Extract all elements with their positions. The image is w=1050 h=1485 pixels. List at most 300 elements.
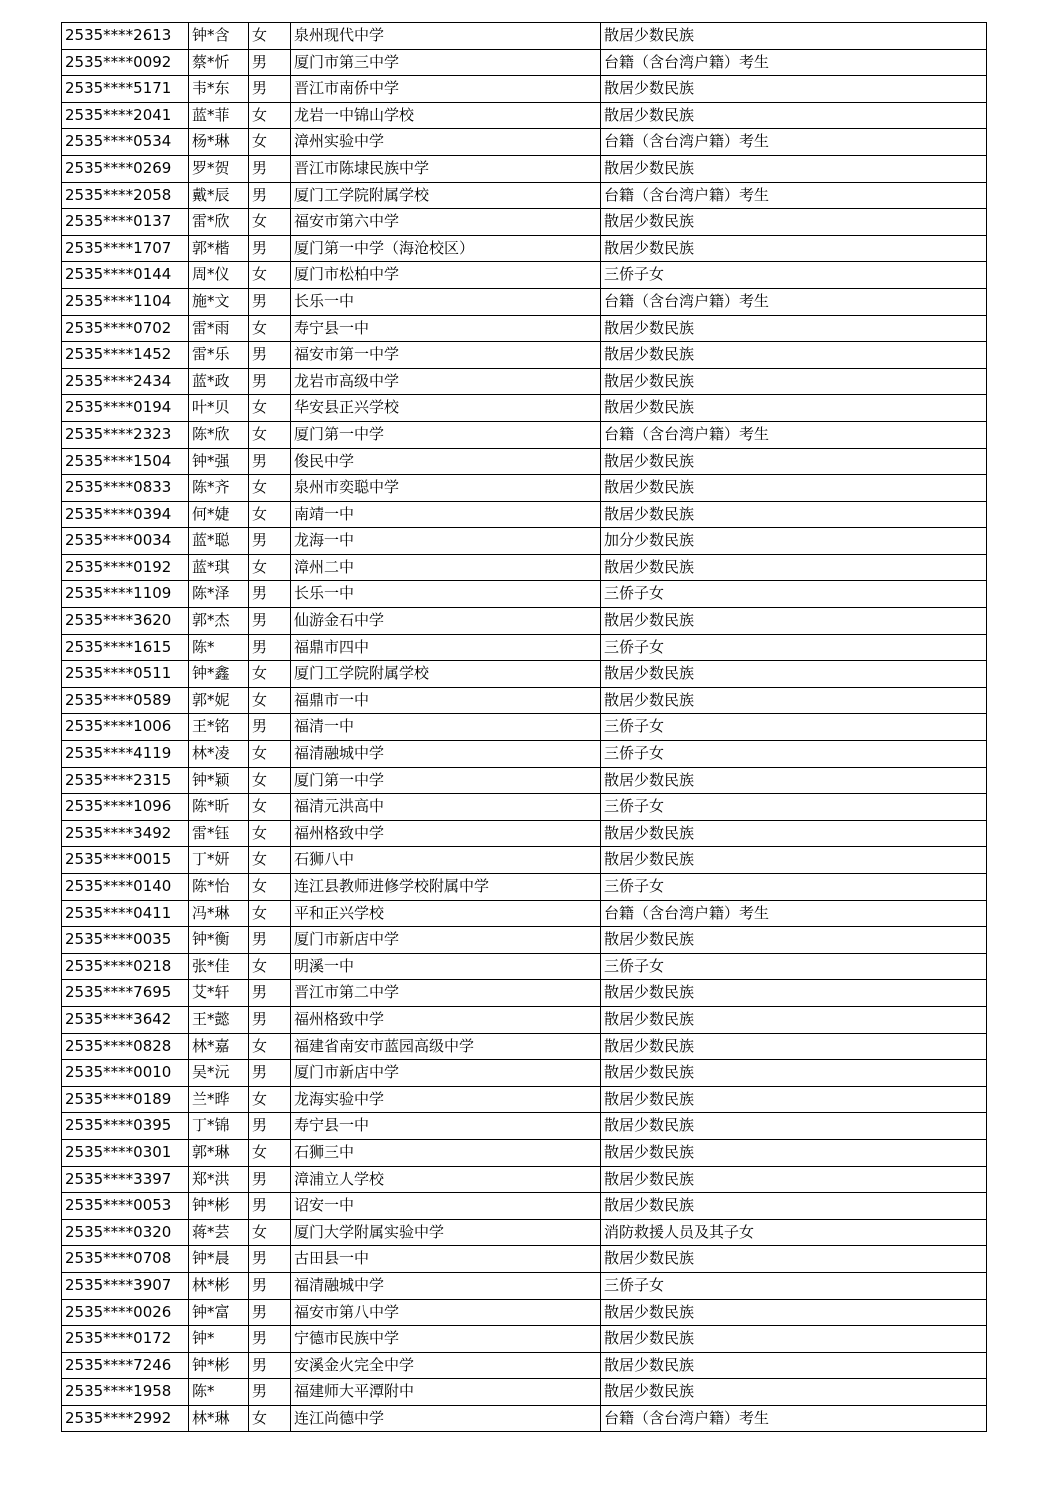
table-row bbox=[62, 155, 987, 182]
candidate-id-cell: 2535****3397 bbox=[62, 1166, 189, 1193]
gender-cell: 女 bbox=[249, 820, 291, 847]
name-cell: 钟*强 bbox=[189, 448, 249, 475]
school-cell: 石狮八中 bbox=[291, 847, 601, 874]
name-cell: 张*佳 bbox=[189, 953, 249, 980]
school-cell: 福建省南安市蓝园高级中学 bbox=[291, 1033, 601, 1060]
candidate-id-cell: 2535****0053 bbox=[62, 1193, 189, 1220]
name-cell: 林*彬 bbox=[189, 1272, 249, 1299]
school-cell: 厦门市新店中学 bbox=[291, 927, 601, 954]
category-cell: 散居少数民族 bbox=[601, 687, 987, 714]
gender-cell: 男 bbox=[249, 1060, 291, 1087]
gender-cell: 女 bbox=[249, 1033, 291, 1060]
table-row bbox=[62, 102, 987, 129]
category-cell: 散居少数民族 bbox=[601, 608, 987, 635]
candidate-id-cell: 2535****1096 bbox=[62, 794, 189, 821]
candidate-id-cell: 2535****2315 bbox=[62, 767, 189, 794]
table-row bbox=[62, 1086, 987, 1113]
candidate-id-cell: 2535****0137 bbox=[62, 209, 189, 236]
school-cell: 福安市第一中学 bbox=[291, 342, 601, 369]
candidate-id-cell: 2535****0708 bbox=[62, 1246, 189, 1273]
candidate-id-cell: 2535****0026 bbox=[62, 1299, 189, 1326]
candidate-id-cell: 2535****0320 bbox=[62, 1219, 189, 1246]
candidate-id-cell: 2535****0034 bbox=[62, 528, 189, 555]
category-cell: 散居少数民族 bbox=[601, 209, 987, 236]
name-cell: 郭*琳 bbox=[189, 1139, 249, 1166]
category-cell: 散居少数民族 bbox=[601, 235, 987, 262]
table-row bbox=[62, 980, 987, 1007]
gender-cell: 女 bbox=[249, 794, 291, 821]
candidate-id-cell: 2535****7695 bbox=[62, 980, 189, 1007]
candidate-id-cell: 2535****2041 bbox=[62, 102, 189, 129]
category-cell: 台籍（含台湾户籍）考生 bbox=[601, 900, 987, 927]
gender-cell: 女 bbox=[249, 847, 291, 874]
candidate-id-cell: 2535****0589 bbox=[62, 687, 189, 714]
school-cell: 诏安一中 bbox=[291, 1193, 601, 1220]
table-row bbox=[62, 927, 987, 954]
table-row bbox=[62, 209, 987, 236]
school-cell: 宁德市民族中学 bbox=[291, 1326, 601, 1353]
school-cell: 安溪金火完全中学 bbox=[291, 1352, 601, 1379]
candidate-id-cell: 2535****0015 bbox=[62, 847, 189, 874]
category-cell: 三侨子女 bbox=[601, 1272, 987, 1299]
category-cell: 散居少数民族 bbox=[601, 76, 987, 103]
candidate-id-cell: 2535****0702 bbox=[62, 315, 189, 342]
name-cell: 林*凌 bbox=[189, 741, 249, 768]
candidate-id-cell: 2535****0534 bbox=[62, 129, 189, 156]
gender-cell: 男 bbox=[249, 1246, 291, 1273]
name-cell: 陈* bbox=[189, 634, 249, 661]
table-row bbox=[62, 741, 987, 768]
category-cell: 三侨子女 bbox=[601, 581, 987, 608]
school-cell: 连江县教师进修学校附属中学 bbox=[291, 874, 601, 901]
category-cell: 三侨子女 bbox=[601, 714, 987, 741]
name-cell: 蔡*忻 bbox=[189, 49, 249, 76]
name-cell: 陈* bbox=[189, 1379, 249, 1406]
school-cell: 福州格致中学 bbox=[291, 820, 601, 847]
gender-cell: 男 bbox=[249, 980, 291, 1007]
category-cell: 散居少数民族 bbox=[601, 980, 987, 1007]
gender-cell: 男 bbox=[249, 1379, 291, 1406]
name-cell: 林*琳 bbox=[189, 1405, 249, 1432]
school-cell: 厦门市第三中学 bbox=[291, 49, 601, 76]
category-cell: 散居少数民族 bbox=[601, 1193, 987, 1220]
school-cell: 福清融城中学 bbox=[291, 1272, 601, 1299]
gender-cell: 男 bbox=[249, 1299, 291, 1326]
candidate-id-cell: 2535****0010 bbox=[62, 1060, 189, 1087]
school-cell: 福安市第八中学 bbox=[291, 1299, 601, 1326]
candidate-id-cell: 2535****5171 bbox=[62, 76, 189, 103]
category-cell: 散居少数民族 bbox=[601, 1299, 987, 1326]
school-cell: 福鼎市四中 bbox=[291, 634, 601, 661]
school-cell: 龙海一中 bbox=[291, 528, 601, 555]
category-cell: 散居少数民族 bbox=[601, 767, 987, 794]
name-cell: 钟*含 bbox=[189, 23, 249, 50]
table-row bbox=[62, 714, 987, 741]
table-row bbox=[62, 475, 987, 502]
candidate-id-cell: 2535****4119 bbox=[62, 741, 189, 768]
category-cell: 三侨子女 bbox=[601, 874, 987, 901]
gender-cell: 男 bbox=[249, 1113, 291, 1140]
gender-cell: 男 bbox=[249, 1272, 291, 1299]
gender-cell: 女 bbox=[249, 315, 291, 342]
name-cell: 王*懿 bbox=[189, 1006, 249, 1033]
table-row bbox=[62, 368, 987, 395]
category-cell: 散居少数民族 bbox=[601, 475, 987, 502]
candidate-id-cell: 2535****3642 bbox=[62, 1006, 189, 1033]
candidate-id-cell: 2535****1452 bbox=[62, 342, 189, 369]
gender-cell: 女 bbox=[249, 953, 291, 980]
name-cell: 施*文 bbox=[189, 288, 249, 315]
gender-cell: 女 bbox=[249, 554, 291, 581]
candidate-id-cell: 2535****1104 bbox=[62, 288, 189, 315]
gender-cell: 女 bbox=[249, 23, 291, 50]
table-row bbox=[62, 874, 987, 901]
table-row bbox=[62, 501, 987, 528]
name-cell: 戴*辰 bbox=[189, 182, 249, 209]
gender-cell: 女 bbox=[249, 1139, 291, 1166]
candidate-id-cell: 2535****0192 bbox=[62, 554, 189, 581]
candidate-id-cell: 2535****2613 bbox=[62, 23, 189, 50]
candidate-id-cell: 2535****3620 bbox=[62, 608, 189, 635]
category-cell: 散居少数民族 bbox=[601, 1113, 987, 1140]
school-cell: 石狮三中 bbox=[291, 1139, 601, 1166]
gender-cell: 男 bbox=[249, 1193, 291, 1220]
category-cell: 台籍（含台湾户籍）考生 bbox=[601, 421, 987, 448]
category-cell: 散居少数民族 bbox=[601, 1139, 987, 1166]
category-cell: 散居少数民族 bbox=[601, 927, 987, 954]
name-cell: 雷*欣 bbox=[189, 209, 249, 236]
name-cell: 钟*富 bbox=[189, 1299, 249, 1326]
category-cell: 三侨子女 bbox=[601, 634, 987, 661]
school-cell: 连江尚德中学 bbox=[291, 1405, 601, 1432]
school-cell: 厦门市新店中学 bbox=[291, 1060, 601, 1087]
name-cell: 雷*雨 bbox=[189, 315, 249, 342]
category-cell: 散居少数民族 bbox=[601, 847, 987, 874]
table-row bbox=[62, 49, 987, 76]
gender-cell: 女 bbox=[249, 874, 291, 901]
name-cell: 艾*轩 bbox=[189, 980, 249, 1007]
school-cell: 龙岩一中锦山学校 bbox=[291, 102, 601, 129]
name-cell: 杨*琳 bbox=[189, 129, 249, 156]
table-row bbox=[62, 1326, 987, 1353]
category-cell: 散居少数民族 bbox=[601, 155, 987, 182]
school-cell: 晋江市第二中学 bbox=[291, 980, 601, 1007]
gender-cell: 女 bbox=[249, 102, 291, 129]
category-cell: 散居少数民族 bbox=[601, 820, 987, 847]
school-cell: 厦门工学院附属学校 bbox=[291, 661, 601, 688]
name-cell: 蓝*琪 bbox=[189, 554, 249, 581]
category-cell: 散居少数民族 bbox=[601, 1006, 987, 1033]
gender-cell: 女 bbox=[249, 421, 291, 448]
gender-cell: 男 bbox=[249, 581, 291, 608]
category-cell: 散居少数民族 bbox=[601, 1060, 987, 1087]
school-cell: 仙游金石中学 bbox=[291, 608, 601, 635]
category-cell: 台籍（含台湾户籍）考生 bbox=[601, 288, 987, 315]
school-cell: 福建师大平潭附中 bbox=[291, 1379, 601, 1406]
school-cell: 福安市第六中学 bbox=[291, 209, 601, 236]
school-cell: 龙岩市高级中学 bbox=[291, 368, 601, 395]
gender-cell: 男 bbox=[249, 1326, 291, 1353]
gender-cell: 男 bbox=[249, 1166, 291, 1193]
gender-cell: 男 bbox=[249, 448, 291, 475]
school-cell: 寿宁县一中 bbox=[291, 1113, 601, 1140]
category-cell: 散居少数民族 bbox=[601, 23, 987, 50]
gender-cell: 女 bbox=[249, 1405, 291, 1432]
school-cell: 南靖一中 bbox=[291, 501, 601, 528]
category-cell: 消防救援人员及其子女 bbox=[601, 1219, 987, 1246]
candidate-id-cell: 2535****2992 bbox=[62, 1405, 189, 1432]
gender-cell: 女 bbox=[249, 661, 291, 688]
name-cell: 蒋*芸 bbox=[189, 1219, 249, 1246]
name-cell: 郭*楷 bbox=[189, 235, 249, 262]
name-cell: 蓝*聪 bbox=[189, 528, 249, 555]
candidate-id-cell: 2535****1958 bbox=[62, 1379, 189, 1406]
school-cell: 福清融城中学 bbox=[291, 741, 601, 768]
category-cell: 散居少数民族 bbox=[601, 342, 987, 369]
table-row bbox=[62, 395, 987, 422]
school-cell: 古田县一中 bbox=[291, 1246, 601, 1273]
candidate-id-cell: 2535****0140 bbox=[62, 874, 189, 901]
name-cell: 周*仪 bbox=[189, 262, 249, 289]
candidate-id-cell: 2535****1109 bbox=[62, 581, 189, 608]
gender-cell: 女 bbox=[249, 687, 291, 714]
name-cell: 陈*欣 bbox=[189, 421, 249, 448]
candidate-id-cell: 2535****0194 bbox=[62, 395, 189, 422]
gender-cell: 男 bbox=[249, 1006, 291, 1033]
table-row bbox=[62, 953, 987, 980]
table-row bbox=[62, 1166, 987, 1193]
category-cell: 散居少数民族 bbox=[601, 395, 987, 422]
school-cell: 龙海实验中学 bbox=[291, 1086, 601, 1113]
school-cell: 华安县正兴学校 bbox=[291, 395, 601, 422]
table-row bbox=[62, 687, 987, 714]
category-cell: 散居少数民族 bbox=[601, 1326, 987, 1353]
table-row bbox=[62, 528, 987, 555]
name-cell: 钟*彬 bbox=[189, 1352, 249, 1379]
gender-cell: 女 bbox=[249, 767, 291, 794]
table-row bbox=[62, 1060, 987, 1087]
candidate-id-cell: 2535****0189 bbox=[62, 1086, 189, 1113]
school-cell: 长乐一中 bbox=[291, 581, 601, 608]
candidate-id-cell: 2535****0218 bbox=[62, 953, 189, 980]
gender-cell: 女 bbox=[249, 1219, 291, 1246]
name-cell: 丁*妍 bbox=[189, 847, 249, 874]
gender-cell: 男 bbox=[249, 634, 291, 661]
gender-cell: 男 bbox=[249, 714, 291, 741]
gender-cell: 男 bbox=[249, 927, 291, 954]
gender-cell: 男 bbox=[249, 528, 291, 555]
school-cell: 泉州现代中学 bbox=[291, 23, 601, 50]
candidate-id-cell: 2535****1615 bbox=[62, 634, 189, 661]
category-cell: 散居少数民族 bbox=[601, 368, 987, 395]
name-cell: 罗*贺 bbox=[189, 155, 249, 182]
candidate-id-cell: 2535****0828 bbox=[62, 1033, 189, 1060]
candidate-id-cell: 2535****7246 bbox=[62, 1352, 189, 1379]
table-row bbox=[62, 182, 987, 209]
candidate-id-cell: 2535****0394 bbox=[62, 501, 189, 528]
candidate-id-cell: 2535****0511 bbox=[62, 661, 189, 688]
gender-cell: 男 bbox=[249, 368, 291, 395]
candidate-id-cell: 2535****0172 bbox=[62, 1326, 189, 1353]
candidate-id-cell: 2535****0144 bbox=[62, 262, 189, 289]
candidate-id-cell: 2535****0833 bbox=[62, 475, 189, 502]
name-cell: 兰*晔 bbox=[189, 1086, 249, 1113]
name-cell: 韦*东 bbox=[189, 76, 249, 103]
candidate-id-cell: 2535****0269 bbox=[62, 155, 189, 182]
school-cell: 厦门市松柏中学 bbox=[291, 262, 601, 289]
name-cell: 钟*衡 bbox=[189, 927, 249, 954]
name-cell: 叶*贝 bbox=[189, 395, 249, 422]
school-cell: 晋江市陈埭民族中学 bbox=[291, 155, 601, 182]
table-row bbox=[62, 1193, 987, 1220]
gender-cell: 男 bbox=[249, 155, 291, 182]
table-row bbox=[62, 448, 987, 475]
category-cell: 散居少数民族 bbox=[601, 1352, 987, 1379]
table-row bbox=[62, 421, 987, 448]
candidate-id-cell: 2535****2058 bbox=[62, 182, 189, 209]
school-cell: 福清一中 bbox=[291, 714, 601, 741]
table-row bbox=[62, 1352, 987, 1379]
name-cell: 冯*琳 bbox=[189, 900, 249, 927]
name-cell: 何*婕 bbox=[189, 501, 249, 528]
category-cell: 散居少数民族 bbox=[601, 1379, 987, 1406]
table-row bbox=[62, 900, 987, 927]
category-cell: 散居少数民族 bbox=[601, 661, 987, 688]
candidate-id-cell: 2535****0411 bbox=[62, 900, 189, 927]
name-cell: 钟*晨 bbox=[189, 1246, 249, 1273]
table-body bbox=[62, 23, 987, 1432]
school-cell: 厦门工学院附属学校 bbox=[291, 182, 601, 209]
school-cell: 厦门第一中学 bbox=[291, 421, 601, 448]
school-cell: 福州格致中学 bbox=[291, 1006, 601, 1033]
category-cell: 台籍（含台湾户籍）考生 bbox=[601, 129, 987, 156]
table-row bbox=[62, 1219, 987, 1246]
school-cell: 福鼎市一中 bbox=[291, 687, 601, 714]
table-row bbox=[62, 767, 987, 794]
name-cell: 吴*沅 bbox=[189, 1060, 249, 1087]
candidate-id-cell: 2535****1504 bbox=[62, 448, 189, 475]
table-row bbox=[62, 1405, 987, 1432]
name-cell: 陈*齐 bbox=[189, 475, 249, 502]
gender-cell: 女 bbox=[249, 129, 291, 156]
name-cell: 郭*杰 bbox=[189, 608, 249, 635]
table-row bbox=[62, 1006, 987, 1033]
candidate-id-cell: 2535****0035 bbox=[62, 927, 189, 954]
table-row bbox=[62, 634, 987, 661]
gender-cell: 女 bbox=[249, 741, 291, 768]
table-row bbox=[62, 661, 987, 688]
gender-cell: 女 bbox=[249, 475, 291, 502]
category-cell: 散居少数民族 bbox=[601, 1166, 987, 1193]
gender-cell: 女 bbox=[249, 501, 291, 528]
gender-cell: 男 bbox=[249, 288, 291, 315]
name-cell: 蓝*菲 bbox=[189, 102, 249, 129]
name-cell: 蓝*政 bbox=[189, 368, 249, 395]
table-row bbox=[62, 23, 987, 50]
table-row bbox=[62, 1272, 987, 1299]
gender-cell: 男 bbox=[249, 182, 291, 209]
school-cell: 漳浦立人学校 bbox=[291, 1166, 601, 1193]
name-cell: 郑*洪 bbox=[189, 1166, 249, 1193]
category-cell: 散居少数民族 bbox=[601, 1086, 987, 1113]
school-cell: 漳州实验中学 bbox=[291, 129, 601, 156]
category-cell: 台籍（含台湾户籍）考生 bbox=[601, 1405, 987, 1432]
name-cell: 钟*鑫 bbox=[189, 661, 249, 688]
school-cell: 福清元洪高中 bbox=[291, 794, 601, 821]
name-cell: 钟*彬 bbox=[189, 1193, 249, 1220]
table-row bbox=[62, 1246, 987, 1273]
candidate-id-cell: 2535****0301 bbox=[62, 1139, 189, 1166]
category-cell: 台籍（含台湾户籍）考生 bbox=[601, 182, 987, 209]
category-cell: 三侨子女 bbox=[601, 741, 987, 768]
gender-cell: 男 bbox=[249, 76, 291, 103]
school-cell: 厦门第一中学（海沧校区） bbox=[291, 235, 601, 262]
gender-cell: 男 bbox=[249, 1352, 291, 1379]
gender-cell: 女 bbox=[249, 900, 291, 927]
name-cell: 王*铭 bbox=[189, 714, 249, 741]
table-row bbox=[62, 262, 987, 289]
table-row bbox=[62, 1139, 987, 1166]
candidate-id-cell: 2535****0092 bbox=[62, 49, 189, 76]
gender-cell: 男 bbox=[249, 49, 291, 76]
gender-cell: 男 bbox=[249, 235, 291, 262]
name-cell: 林*嘉 bbox=[189, 1033, 249, 1060]
school-cell: 明溪一中 bbox=[291, 953, 601, 980]
school-cell: 漳州二中 bbox=[291, 554, 601, 581]
category-cell: 散居少数民族 bbox=[601, 1033, 987, 1060]
category-cell: 三侨子女 bbox=[601, 794, 987, 821]
gender-cell: 女 bbox=[249, 1086, 291, 1113]
name-cell: 郭*妮 bbox=[189, 687, 249, 714]
category-cell: 三侨子女 bbox=[601, 953, 987, 980]
candidate-id-cell: 2535****0395 bbox=[62, 1113, 189, 1140]
candidate-id-cell: 2535****3907 bbox=[62, 1272, 189, 1299]
table-row bbox=[62, 554, 987, 581]
table-row bbox=[62, 1379, 987, 1406]
name-cell: 钟* bbox=[189, 1326, 249, 1353]
table-row bbox=[62, 1033, 987, 1060]
table-row bbox=[62, 315, 987, 342]
category-cell: 散居少数民族 bbox=[601, 501, 987, 528]
table-row bbox=[62, 820, 987, 847]
school-cell: 晋江市南侨中学 bbox=[291, 76, 601, 103]
candidate-id-cell: 2535****3492 bbox=[62, 820, 189, 847]
table-row bbox=[62, 1299, 987, 1326]
table-row bbox=[62, 129, 987, 156]
name-cell: 陈*怡 bbox=[189, 874, 249, 901]
table-row bbox=[62, 847, 987, 874]
school-cell: 厦门第一中学 bbox=[291, 767, 601, 794]
name-cell: 雷*钰 bbox=[189, 820, 249, 847]
table-row bbox=[62, 76, 987, 103]
name-cell: 陈*昕 bbox=[189, 794, 249, 821]
gender-cell: 女 bbox=[249, 262, 291, 289]
school-cell: 长乐一中 bbox=[291, 288, 601, 315]
gender-cell: 男 bbox=[249, 608, 291, 635]
candidate-id-cell: 2535****1707 bbox=[62, 235, 189, 262]
table-row bbox=[62, 608, 987, 635]
table-row bbox=[62, 288, 987, 315]
gender-cell: 男 bbox=[249, 342, 291, 369]
table-row bbox=[62, 794, 987, 821]
gender-cell: 女 bbox=[249, 395, 291, 422]
candidate-table bbox=[61, 22, 987, 1432]
category-cell: 散居少数民族 bbox=[601, 448, 987, 475]
school-cell: 厦门大学附属实验中学 bbox=[291, 1219, 601, 1246]
school-cell: 泉州市奕聪中学 bbox=[291, 475, 601, 502]
table-row bbox=[62, 342, 987, 369]
name-cell: 陈*泽 bbox=[189, 581, 249, 608]
